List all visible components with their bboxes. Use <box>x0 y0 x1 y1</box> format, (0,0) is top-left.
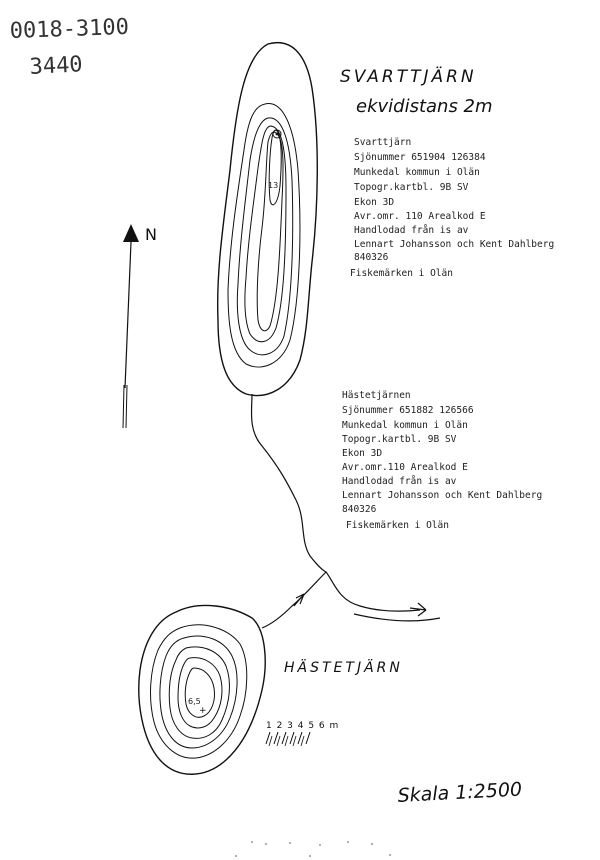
info-line: Fiskemärken i Olän <box>346 520 449 531</box>
info-line: 840326 <box>354 252 389 263</box>
info-line: Lennart Johansson och Kent Dahlberg <box>342 490 543 501</box>
north-label: N <box>145 225 157 244</box>
info-line: Fiskemärken i Olän <box>350 268 453 279</box>
info-line: Topogr.kartbl. 9B SV <box>354 182 469 193</box>
corner-code-top: 0018-3100 <box>9 14 130 44</box>
scan-noise <box>235 841 391 857</box>
svarttjarn-lake <box>218 43 318 396</box>
connecting-stream <box>251 394 326 628</box>
svg-text:+: + <box>199 706 207 716</box>
info-line: Lennart Johansson och Kent Dahlberg <box>354 239 555 250</box>
info-line: Sjönummer 651882 126566 <box>342 405 474 416</box>
depth-legend <box>266 721 339 746</box>
north-arrow-icon <box>123 224 139 242</box>
north-arrow <box>123 224 157 428</box>
info-line: Munkedal kommun i Olän <box>342 420 468 431</box>
lake-title: SVARTTJÄRN <box>340 67 477 87</box>
hastetjarn-label: HÄSTETJÄRN <box>284 660 403 676</box>
hastetjarn-info-block <box>342 390 542 531</box>
info-line: Sjönummer 651904 126384 <box>354 152 486 163</box>
info-line: Ekon 3D <box>342 448 383 459</box>
info-line: Topogr.kartbl. 9B SV <box>342 434 457 445</box>
flow-arrow-icon <box>294 594 304 606</box>
corner-code-second: 3440 <box>29 52 84 80</box>
info-line: Handlodad från is av <box>354 225 469 236</box>
contour-interval: ekvidistans 2m <box>356 96 493 117</box>
info-line: Avr.omr.110 Arealkod E <box>342 462 468 473</box>
info-line: Handlodad från is av <box>342 476 457 487</box>
svarttjarn-info-block <box>350 137 554 279</box>
info-line: Avr.omr. 110 Arealkod E <box>354 211 486 222</box>
flow-arrow-icon <box>410 603 426 616</box>
info-line: 840326 <box>342 504 377 515</box>
info-line: Svarttjärn <box>354 137 412 148</box>
hastetjarn-lake <box>139 605 403 774</box>
info-line: Munkedal kommun i Olän <box>354 167 480 178</box>
svarttjarn-max-depth: 13 <box>268 181 279 190</box>
info-line: Hästetjärnen <box>342 390 411 401</box>
info-line: Ekon 3D <box>354 197 395 208</box>
hastetjarn-max-depth: 6,5 <box>188 697 201 706</box>
map-scale: Skala 1:2500 <box>397 778 523 807</box>
depth-legend-label: 1 2 3 4 5 6 m <box>266 721 340 731</box>
